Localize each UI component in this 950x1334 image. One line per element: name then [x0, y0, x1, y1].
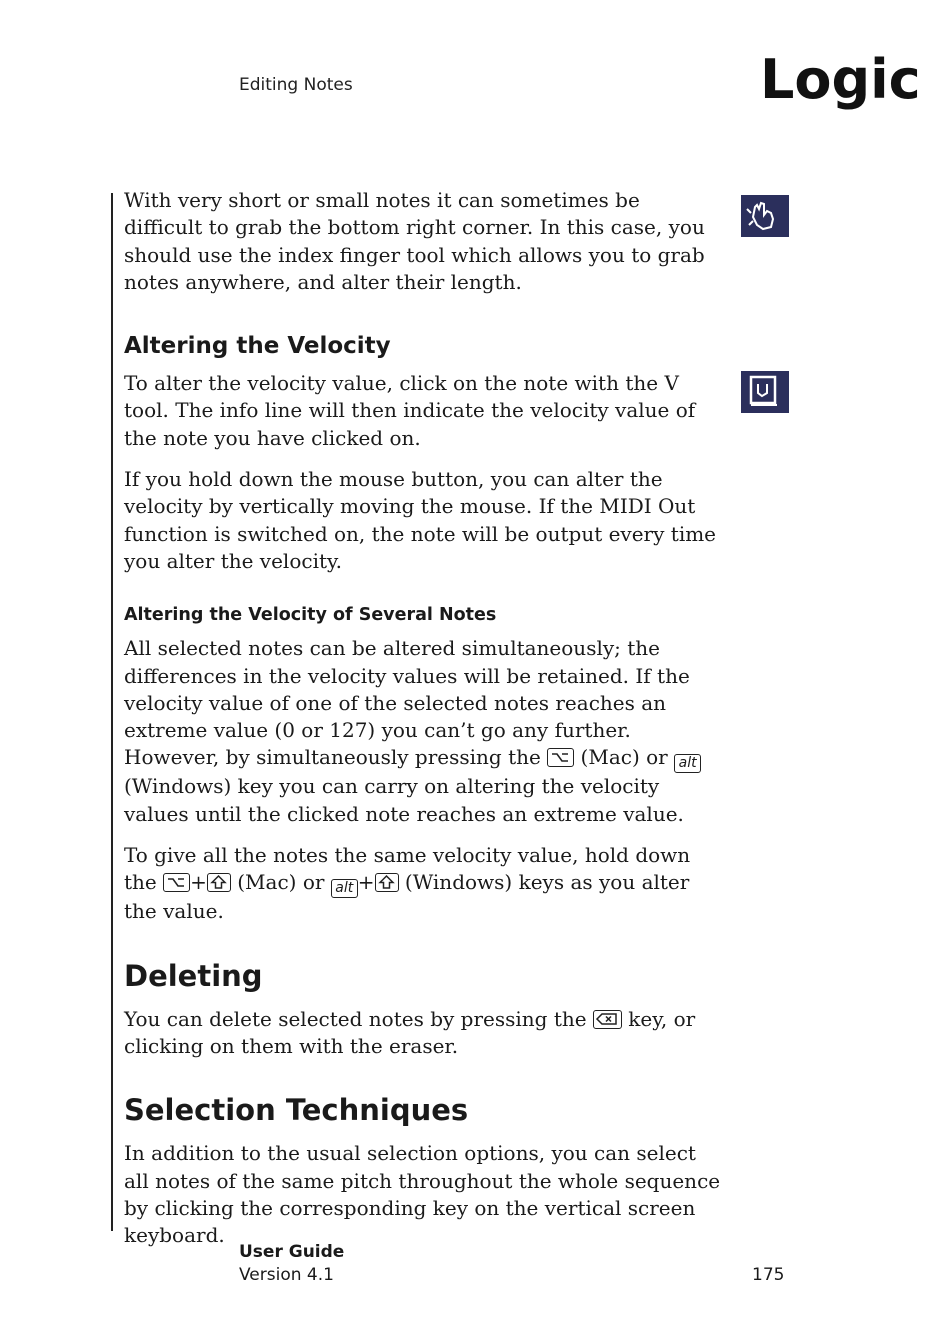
alt-key-icon: alt	[331, 879, 358, 898]
footer-user-guide: User Guide	[239, 1242, 345, 1262]
page-body	[124, 187, 724, 1263]
shift-key-icon	[375, 873, 399, 892]
running-header: Editing Notes	[239, 75, 353, 95]
heading-altering-velocity: Altering the Velocity	[124, 333, 391, 360]
heading-deleting: Deleting	[124, 958, 263, 993]
several-paragraph-1: All selected notes can be altered simultaneously; the differences in the velocity values will be retained. If the velocity value of one of the selected notes reaches an extreme value (0 or 127) you can’t go any further. However, by simultaneously pressing the (Mac) or alt (Windows) key you can carry on altering the velocity values until the clicked note reaches an extreme value.	[124, 635, 724, 828]
heading-several-notes: Altering the Velocity of Several Notes	[124, 605, 497, 626]
shift-key-icon	[207, 873, 231, 892]
heading-selection-techniques: Selection Techniques	[124, 1093, 469, 1128]
logic-logo	[760, 46, 920, 126]
velocity-paragraph-1: To alter the velocity value, click on the note with the V tool. The info line will then indicate the velocity value of the note you have clicked on.	[124, 371, 696, 450]
intro-paragraph: With very short or small notes it can sometimes be difficult to grab the bottom right corner. In this case, you should use the index finger tool which allows you to grab notes anywhere, and alter their length.	[124, 188, 705, 294]
several-paragraph-2: To give all the notes the same velocity value, hold down the + (Mac) or alt + (Windows) keys as you alter the value.	[124, 843, 691, 924]
delete-key-icon	[593, 1010, 622, 1029]
footer-version: Version 4.1	[239, 1265, 334, 1285]
velocity-paragraph-2: If you hold down the mouse button, you can alter the velocity by vertically moving the mouse. If the MIDI Out function is switched on, the note will be output every time you alter the velocity.	[124, 467, 717, 573]
index-finger-tool-icon	[741, 195, 789, 237]
page-number: 175	[752, 1265, 785, 1285]
velocity-tool-icon	[741, 371, 789, 413]
option-key-icon	[547, 748, 574, 767]
selection-paragraph: In addition to the usual selection options, you can select all notes of the same pitch throughout the whole sequence by clicking the corresponding key on the vertical screen keyboard.	[124, 1141, 721, 1248]
alt-key-icon: alt	[674, 754, 701, 773]
deleting-paragraph: You can delete selected notes by pressing the key, or clicking on them with the eraser.	[124, 1006, 696, 1058]
margin-rule	[111, 193, 113, 1231]
option-key-icon	[163, 873, 190, 892]
svg-text:Logic: Logic	[760, 48, 920, 111]
